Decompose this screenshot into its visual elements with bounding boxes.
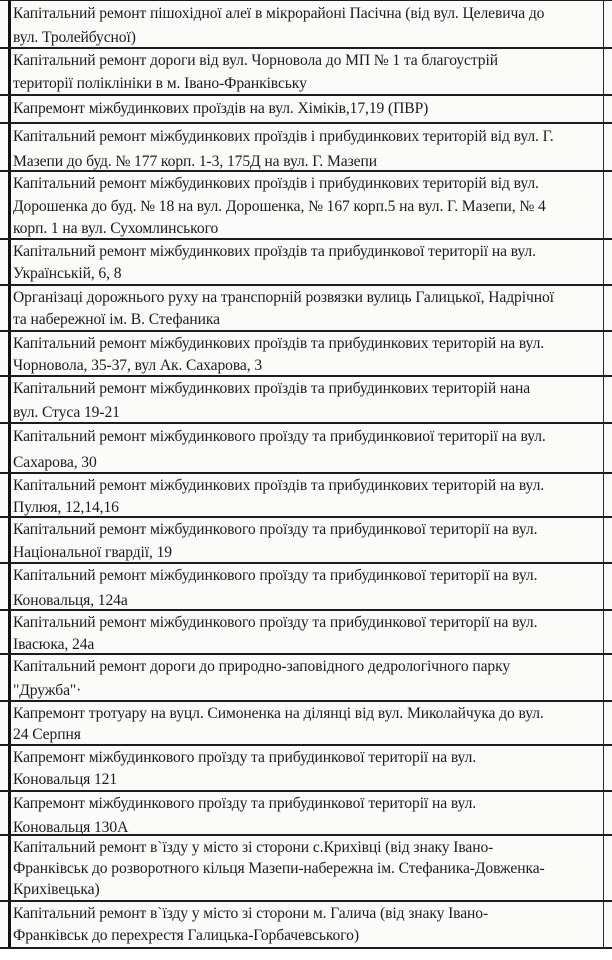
table-row [0, 655, 612, 702]
amount-cell [604, 124, 612, 170]
description-line: Капітальний ремонт пішохідної алеї в мікрорайоні Пасічна (від вул. Целевича до [13, 5, 545, 22]
table-row [0, 377, 612, 424]
description-line: Капремонт міжбудинкового проїзду та прибудинкової території на вул. [13, 749, 477, 766]
description-line: Капітальний ремонт міжбудинкових проїздів і прибудинкових територій від вул. Г. [13, 128, 554, 145]
description-line: Організаці дорожнього руху на транспорній розвязки вулиць Галицької, Надрічної [13, 289, 554, 306]
row-number-cell [0, 836, 11, 900]
description-line: Капітальний ремонт міжбудинкового проїзду та прибудинковиої території на вул. [13, 428, 546, 445]
description-line: Капітальний ремонт міжбудинкових проїздів та прибудинкових територій нана [13, 380, 531, 397]
work-description-cell [11, 474, 604, 516]
work-description-cell [11, 49, 604, 94]
description-line: Капітальний ремонт дороги до природно-заповідного дедрологічного парку [13, 658, 511, 675]
work-description-cell [11, 96, 604, 122]
work-description-cell [11, 1, 604, 47]
table-row [0, 518, 612, 564]
table-row [0, 0, 612, 49]
description-line: Капітальний ремонт міжбудинкових проїздів та прибудинкових територій на вул. [13, 477, 545, 494]
work-description-cell [11, 424, 604, 472]
description-line: Капітальний ремонт міжбудинкового проїзду та прибудинкової території на вул. [13, 614, 538, 631]
row-number-cell [0, 286, 11, 330]
work-description-cell [11, 746, 604, 790]
description-line: Капітальний ремонт міжбудинкового проїзду та прибудинкової території на вул. [13, 521, 538, 538]
work-description-cell [11, 518, 604, 562]
description-line: Капремонт тротуару на вуцл. Симоненка на ділянці від вул. Миколайчука до вул. [13, 705, 544, 722]
row-number-cell [0, 902, 11, 947]
row-number-cell [0, 792, 11, 834]
row-number-cell [0, 96, 11, 122]
amount-cell [604, 286, 612, 330]
table-row [0, 172, 612, 240]
work-description-cell [11, 564, 604, 609]
description-line: Капремонт міжбудинкових проїздів на вул. Хіміків,17,19 (ПВР) [13, 100, 429, 117]
amount-cell [604, 49, 612, 94]
row-number-cell [0, 655, 11, 700]
amount-cell [604, 96, 612, 122]
amount-cell [604, 611, 612, 653]
description-line: Франківськ до розворотного кільця Мазепи-набережна ім. Стефаника-Довженка- [13, 860, 545, 877]
table-row [0, 49, 612, 96]
amount-cell [604, 474, 612, 516]
amount-cell [604, 655, 612, 700]
work-description-cell [11, 792, 604, 834]
description-line: корп. 1 на вул. Сухомлинського [13, 220, 219, 237]
amount-cell [604, 792, 612, 834]
amount-cell [604, 746, 612, 790]
description-line: 24 Серпня [13, 726, 81, 743]
row-number-cell [0, 518, 11, 562]
row-number-cell [0, 172, 11, 238]
amount-cell [604, 172, 612, 238]
description-line: Коновальця, 124а [13, 592, 128, 609]
row-number-cell [0, 746, 11, 790]
table-row [0, 792, 612, 836]
description-line: Коновальця 121 [13, 771, 118, 788]
description-line: Капітальний ремонт міжбудинкових проїздів і прибудинкових територій від вул. [13, 175, 539, 192]
description-line: Івасюка, 24а [13, 636, 95, 653]
description-line: Крихівецька) [13, 881, 100, 898]
page-bottom-margin [0, 950, 612, 960]
row-number-cell [0, 377, 11, 422]
row-number-cell [0, 611, 11, 653]
work-description-cell [11, 332, 604, 375]
description-line: вул. Стуса 19-21 [13, 404, 120, 421]
row-number-cell [0, 702, 11, 744]
row-number-cell [0, 424, 11, 472]
table-row [0, 611, 612, 655]
description-line: Українській, 6, 8 [13, 265, 122, 282]
amount-cell [604, 518, 612, 562]
work-description-cell [11, 172, 604, 238]
table-row [0, 474, 612, 518]
amount-cell [604, 240, 612, 284]
amount-cell [604, 377, 612, 422]
amount-cell [604, 702, 612, 744]
description-line: Чорновола, 35-37, вул Ак. Сахарова, 3 [13, 357, 263, 374]
table-row [0, 424, 612, 474]
table-row [0, 332, 612, 377]
description-line: Капітальний ремонт дороги від вул. Чорновола до МП № 1 та благоустрій [13, 52, 498, 69]
table-row [0, 836, 612, 902]
description-line: Капітальний ремонт в`їзду у місто зі сторони м. Галича (від знаку Івано- [13, 905, 489, 922]
description-line: території поліклініки в м. Івано-Франківську [13, 75, 307, 92]
work-description-cell [11, 611, 604, 653]
work-description-cell [11, 702, 604, 744]
description-line: Національної гвардії, 19 [13, 544, 172, 561]
work-description-cell [11, 655, 604, 700]
table-row [0, 124, 612, 172]
table-row [0, 286, 612, 332]
table-row [0, 240, 612, 286]
work-description-cell [11, 377, 604, 422]
work-description-cell [11, 124, 604, 170]
amount-cell [604, 332, 612, 375]
row-number-cell [0, 1, 11, 47]
description-line: Пулюя, 12,14,16 [13, 499, 119, 516]
row-number-cell [0, 332, 11, 375]
description-line: Капітальний ремонт в`їзду у місто зі сторони с.Крихівці (від знаку Івано- [13, 839, 494, 856]
row-number-cell [0, 124, 11, 170]
amount-cell [604, 1, 612, 47]
description-line: Коновальця 130А [13, 819, 129, 836]
amount-cell [604, 564, 612, 609]
amount-cell [604, 902, 612, 947]
description-line: Капітальний ремонт міжбудинкових проїздів та прибудинкової території на вул. [13, 243, 536, 260]
description-line: "Дружба"· [13, 682, 82, 699]
work-description-cell [11, 902, 604, 947]
description-line: Мазепи до буд. № 177 корп. 1-3, 175Д на вул. Г. Мазепи [13, 153, 377, 170]
row-number-cell [0, 49, 11, 94]
row-number-cell [0, 474, 11, 516]
table-row [0, 564, 612, 611]
work-description-cell [11, 240, 604, 284]
description-line: Капремонт міжбудинкового проїзду та прибудинкової території на вул. [13, 795, 477, 812]
table-row [0, 746, 612, 792]
table-row [0, 902, 612, 949]
description-line: Сахарова, 30 [13, 454, 97, 471]
description-line: Франківськ до перехрестя Галицька-Горбачевського) [13, 927, 359, 944]
amount-cell [604, 836, 612, 900]
table-row [0, 96, 612, 124]
table-row [0, 702, 612, 746]
description-line: та набережної ім. В. Стефаника [13, 311, 220, 328]
description-line: Капітальний ремонт міжбудинкового проїзду та прибудинкової території на вул. [13, 567, 538, 584]
row-number-cell [0, 564, 11, 609]
description-line: Капітальний ремонт міжбудинкових проїздів та прибудинкових територій на вул. [13, 335, 545, 352]
amount-cell [604, 424, 612, 472]
work-description-cell [11, 836, 604, 900]
description-line: Дорошенка до буд. № 18 на вул. Дорошенка, № 167 корп.5 на вул. Г. Мазепи, № 4 [13, 198, 546, 215]
description-line: вул. Тролейбусної) [13, 29, 136, 46]
work-description-cell [11, 286, 604, 330]
row-number-cell [0, 240, 11, 284]
